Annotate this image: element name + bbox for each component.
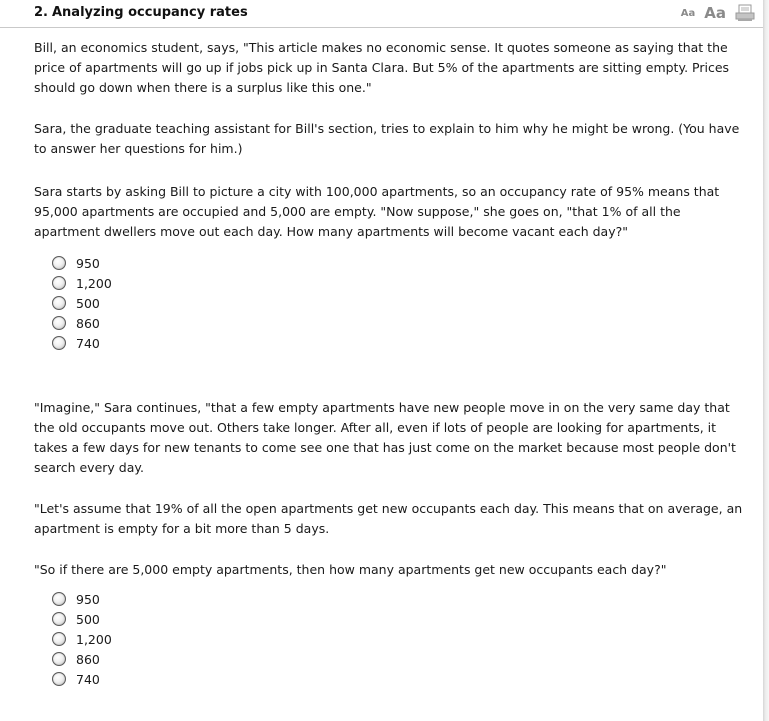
answer-option[interactable]: [52, 313, 112, 333]
answer-option-label: 740: [76, 335, 100, 351]
paragraph-imagine: "Imagine," Sara continues, "that a few empty apartments have new people move in on the very same day that the old occupants move out. Others take longer. After all, even if lots of people are looking for apartments, it takes a few days for new tenants to come see one that has just come on the market because most people don't search every day.: [34, 400, 736, 475]
answer-option[interactable]: [52, 253, 112, 273]
radio-button[interactable]: [52, 276, 66, 290]
question-title-text: Analyzing occupancy rates: [51, 5, 248, 20]
paragraph-question-1: Sara starts by asking Bill to picture a city with 100,000 apartments, so an occupancy rate of 95% means that 95,000 apartments are occupied and 5,000 are empty. "Now suppose," she goes on, "that 1% of all the apartment dwellers move out each day. How many apartments will become vacant each day?": [34, 184, 720, 239]
header-tools: [681, 2, 755, 24]
answer-option[interactable]: [52, 609, 112, 629]
answer-options-2: [52, 589, 112, 689]
answer-option-label: 740: [76, 671, 100, 687]
radio-button[interactable]: [52, 592, 66, 606]
question-title: [34, 5, 248, 20]
radio-button[interactable]: [52, 652, 66, 666]
answer-option[interactable]: [52, 293, 112, 313]
font-size-small-button[interactable]: Aa: [680, 7, 696, 19]
window-edge: [763, 0, 769, 721]
radio-button[interactable]: [52, 632, 66, 646]
radio-button[interactable]: [52, 296, 66, 310]
radio-button[interactable]: [52, 256, 66, 270]
paragraph-question-2: "So if there are 5,000 empty apartments, then how many apartments get new occupants each day?": [34, 562, 667, 577]
answer-option-label: 1,200: [76, 275, 112, 291]
radio-button[interactable]: [52, 672, 66, 686]
answer-options-1: [52, 253, 112, 353]
answer-option[interactable]: [52, 629, 112, 649]
answer-option[interactable]: [52, 589, 112, 609]
answer-option-label: 950: [76, 255, 100, 271]
answer-option-label: 860: [76, 651, 100, 667]
question-header: [0, 0, 763, 28]
font-size-large-button[interactable]: Aa: [704, 4, 726, 22]
radio-button[interactable]: [52, 612, 66, 626]
radio-button[interactable]: [52, 336, 66, 350]
answer-option-label: 860: [76, 315, 100, 331]
answer-option[interactable]: [52, 273, 112, 293]
answer-option-label: 500: [76, 611, 100, 627]
radio-button[interactable]: [52, 316, 66, 330]
answer-option[interactable]: [52, 333, 112, 353]
paragraph-sara-intro: Sara, the graduate teaching assistant for Bill's section, tries to explain to him why he might be wrong. (You have to answer her questions for him.): [34, 121, 740, 156]
answer-option-label: 950: [76, 591, 100, 607]
answer-option-label: 500: [76, 295, 100, 311]
question-number: 2.: [34, 5, 48, 20]
paragraph-assumption: "Let's assume that 19% of all the open apartments get new occupants each day. This means that on average, an apartment is empty for a bit more than 5 days.: [34, 501, 743, 536]
answer-option[interactable]: [52, 669, 112, 689]
answer-option[interactable]: [52, 649, 112, 669]
answer-option-label: 1,200: [76, 631, 112, 647]
paragraph-bill-statement: Bill, an economics student, says, "This article makes no economic sense. It quotes someone as saying that the price of apartments will go up if jobs pick up in Santa Clara. But 5% of the apartments are sitting empty. Prices should go down when there is a surplus like this one.": [34, 40, 730, 95]
print-icon[interactable]: [735, 4, 755, 22]
